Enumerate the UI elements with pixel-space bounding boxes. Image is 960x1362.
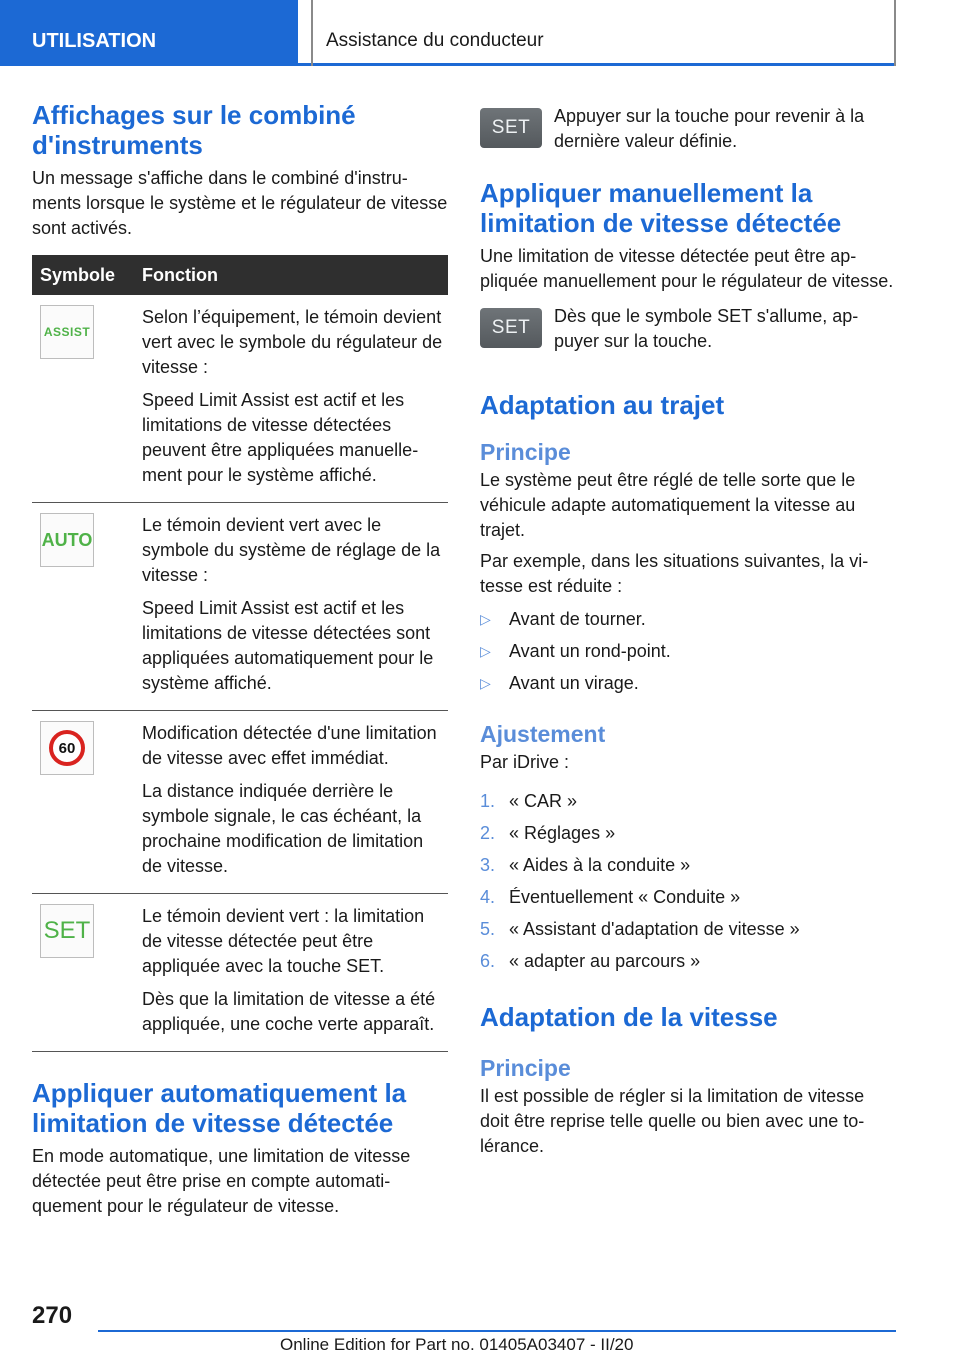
- heading-cluster-displays: Affichages sur le combiné d'instruments: [32, 100, 356, 160]
- list-item: ▷ Avant un virage.: [480, 671, 896, 696]
- subheading-principe: Principe: [480, 439, 571, 465]
- heading-speed-adaptation: Adaptation de la vitesse: [480, 1002, 778, 1032]
- subheading-principe-2: Principe: [480, 1055, 571, 1081]
- header-divider-left: [311, 0, 313, 66]
- speed-limit-value: 60: [49, 730, 85, 766]
- row-text: Le témoin devient vert avec le symbole du système de réglage de la vitesse :: [142, 515, 441, 585]
- row-text: Le témoin devient vert : la limitation de vitesse détectée peut être appliquée avec la touche SET.: [142, 906, 425, 976]
- table-row: [32, 894, 448, 1052]
- subheading-ajustement: Ajustement: [480, 721, 606, 747]
- list-item: 6. « adapter au parcours »: [480, 951, 701, 971]
- row-text: Modification détectée d'une limitation de vitesse avec effet immédiat.: [142, 723, 437, 768]
- header-underline: [298, 63, 896, 66]
- list-item: 2. « Réglages »: [480, 823, 616, 843]
- row-text: Dès que la limitation de vitesse a été appliquée, une coche verte apparaît.: [142, 989, 436, 1034]
- list-item: 4. Éventuellement « Conduite »: [480, 887, 741, 907]
- symbol-table: [32, 255, 448, 1052]
- set-symbol-label: SET: [43, 917, 91, 944]
- table-header-row: [32, 255, 448, 295]
- table-row: [32, 295, 448, 503]
- row-text: Speed Limit Assist est actif et les limitations de vitesse détectées peuvent être appliquées manuellement pour le système affiché.: [142, 390, 419, 485]
- col-header-function: Fonction: [142, 255, 448, 295]
- edition-note: Online Edition for Part no. 01405A03407 - II/20: [280, 1335, 634, 1354]
- set-button-text: Appuyer sur la touche pour revenir à la dernière valeur définie.: [554, 106, 865, 151]
- route-text-2: Par exemple, dans les situations suivantes, la vitesse est réduite :: [480, 551, 869, 596]
- auto-symbol-icon: [40, 513, 94, 567]
- idrive-steps: [480, 789, 896, 974]
- list-item: 5. « Assistant d'adaptation de vitesse »: [480, 919, 800, 939]
- table-row: [32, 711, 448, 894]
- set-button-icon: SET: [480, 308, 542, 348]
- row-text: Speed Limit Assist est actif et les limitations de vitesse détectées sont appliquées automatiquement pour le système affiché.: [142, 598, 434, 693]
- list-item: 3. « Aides à la conduite »: [480, 855, 691, 875]
- speed-text: Il est possible de régler si la limitation de vitesse doit être reprise telle quelle ou bien avec une tolérance.: [480, 1086, 865, 1156]
- col-header-symbol: Symbole: [32, 255, 142, 295]
- table-row: [32, 503, 448, 711]
- assist-symbol-icon: [40, 305, 94, 359]
- page-header: [0, 0, 960, 66]
- ajust-intro: Par iDrive :: [480, 752, 570, 772]
- set-button-icon: SET: [480, 108, 542, 148]
- left-column: [32, 100, 448, 1219]
- heading-route-adaptation: Adaptation au trajet: [480, 390, 725, 420]
- set-button-row: [480, 104, 896, 154]
- header-divider-right: [894, 0, 896, 66]
- auto-apply-text: En mode automatique, une limitation de vitesse détectée peut être prise en compte automatiquement pour le régulateur de vitesse.: [32, 1146, 411, 1216]
- assist-symbol-label: ASSIST: [43, 325, 91, 339]
- footer-rule: [98, 1330, 896, 1332]
- route-text-1: Le système peut être réglé de telle sorte que le véhicule adapte automatiquement la vitesse au trajet.: [480, 470, 856, 540]
- set-button-text-2: Dès que le symbole SET s'allume, appuyer sur la touche.: [554, 306, 859, 351]
- chapter-label: Assistance du conducteur: [326, 30, 544, 51]
- set-button-row-2: [480, 304, 896, 354]
- set-symbol-icon: [40, 904, 94, 958]
- auto-symbol-label: AUTO: [41, 529, 93, 550]
- right-column: [480, 104, 896, 1159]
- page-number: 270: [32, 1302, 73, 1329]
- list-item: 1. « CAR »: [480, 791, 578, 811]
- section-label: UTILISATION: [0, 0, 298, 66]
- row-text: Selon l’équipement, le témoin devient vert avec le symbole du régulateur de vitesse :: [142, 307, 443, 377]
- triangle-bullet-icon: ▷: [480, 611, 491, 627]
- triangle-bullet-icon: ▷: [480, 675, 491, 691]
- heading-manual-apply: Appliquer manuellement la limitation de vitesse détectée: [480, 178, 842, 238]
- manual-apply-text: Une limitation de vitesse détectée peut être appliquée manuellement pour le régulateur de vitesse.: [480, 246, 894, 291]
- intro-paragraph: Un message s'affiche dans le combiné d'instruments lorsque le système et le régulateur de vitesse sont activés.: [32, 168, 448, 238]
- triangle-bullet-icon: ▷: [480, 643, 491, 659]
- list-item: ▷ Avant de tourner.: [480, 607, 896, 632]
- row-text: La distance indiquée derrière le symbole signale, le cas échéant, la prochaine modification de limitation de vitesse.: [142, 781, 424, 876]
- situation-list: [480, 607, 896, 696]
- heading-auto-apply: Appliquer automatiquement la limitation de vitesse détectée: [32, 1078, 407, 1138]
- speed-limit-sign-icon: [40, 721, 94, 775]
- list-item: ▷ Avant un rond-point.: [480, 639, 896, 664]
